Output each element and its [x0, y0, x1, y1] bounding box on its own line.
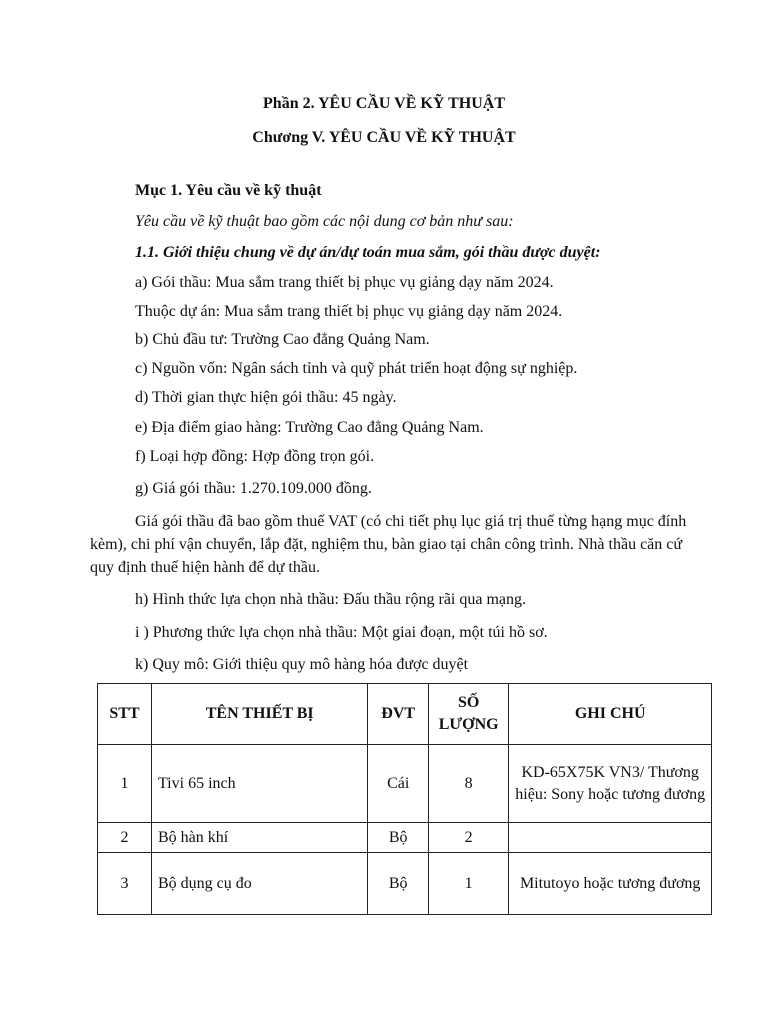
header-unit: ĐVT — [368, 684, 429, 745]
cell-stt: 3 — [98, 853, 152, 915]
section-heading: Mục 1. Yêu cầu về kỹ thuật — [135, 182, 322, 199]
cell-quantity: 8 — [428, 745, 508, 823]
cell-unit: Bộ — [368, 823, 429, 853]
cell-stt: 2 — [98, 823, 152, 853]
item-b: b) Chủ đầu tư: Trường Cao đẳng Quảng Nam. — [135, 331, 430, 348]
section-intro: Yêu cầu về kỹ thuật bao gồm các nội dung cơ bản như sau: — [135, 213, 514, 230]
header-stt: STT — [98, 684, 152, 745]
cell-equipment-name: Bộ hàn khí — [151, 823, 367, 853]
cell-note: KD-65X75K VN3/ Thương hiệu: Sony hoặc tương đương — [509, 745, 712, 823]
item-i: i ) Phương thức lựa chọn nhà thầu: Một giai đoạn, một túi hồ sơ. — [135, 624, 548, 641]
cell-unit: Cái — [368, 745, 429, 823]
cell-equipment-name: Bộ dụng cụ đo — [151, 853, 367, 915]
table-row — [98, 823, 712, 853]
item-d: d) Thời gian thực hiện gói thầu: 45 ngày. — [135, 389, 397, 406]
item-e: e) Địa điểm giao hàng: Trường Cao đẳng Quảng Nam. — [135, 419, 484, 436]
item-a: a) Gói thầu: Mua sắm trang thiết bị phục vụ giảng dạy năm 2024. — [135, 274, 554, 291]
part-title: Phần 2. YÊU CẦU VỀ KỸ THUẬT — [263, 95, 505, 112]
cell-equipment-name: Tivi 65 inch — [151, 745, 367, 823]
header-note: GHI CHÚ — [509, 684, 712, 745]
sub-heading: 1.1. Giới thiệu chung về dự án/dự toán mua sắm, gói thầu được duyệt: — [135, 244, 601, 261]
header-equipment-name: TÊN THIẾT BỊ — [151, 684, 367, 745]
item-g: g) Giá gói thầu: 1.270.109.000 đồng. — [135, 480, 372, 497]
chapter-title: Chương V. YÊU CẦU VỀ KỸ THUẬT — [252, 129, 516, 146]
cell-quantity: 2 — [428, 823, 508, 853]
item-c: c) Nguồn vốn: Ngân sách tỉnh và quỹ phát triển hoạt động sự nghiệp. — [135, 360, 578, 377]
table-header-row — [98, 684, 712, 745]
item-k: k) Quy mô: Giới thiệu quy mô hàng hóa được duyệt — [135, 656, 469, 673]
cell-note: Mitutoyo hoặc tương đương — [509, 853, 712, 915]
table-row — [98, 745, 712, 823]
price-note-paragraph: Giá gói thầu đã bao gồm thuế VAT (có chi tiết phụ lục giá trị thuế từng hạng mục đính kèm), chi phí vận chuyển, lắp đặt, nghiệm thu, bàn giao tại chân công trình. Nhà thầu căn cứ quy định thuế hiện hành để dự thầu. — [90, 513, 687, 576]
table-row — [98, 853, 712, 915]
equipment-table — [97, 683, 712, 915]
cell-note — [509, 823, 712, 853]
item-h: h) Hình thức lựa chọn nhà thầu: Đấu thầu rộng rãi qua mạng. — [135, 591, 527, 608]
item-a-project: Thuộc dự án: Mua sắm trang thiết bị phục vụ giảng dạy năm 2024. — [135, 303, 563, 320]
cell-quantity: 1 — [428, 853, 508, 915]
cell-stt: 1 — [98, 745, 152, 823]
item-f: f) Loại hợp đồng: Hợp đồng trọn gói. — [135, 448, 375, 465]
cell-unit: Bộ — [368, 853, 429, 915]
header-quantity: SỐ LƯỢNG — [428, 684, 508, 745]
